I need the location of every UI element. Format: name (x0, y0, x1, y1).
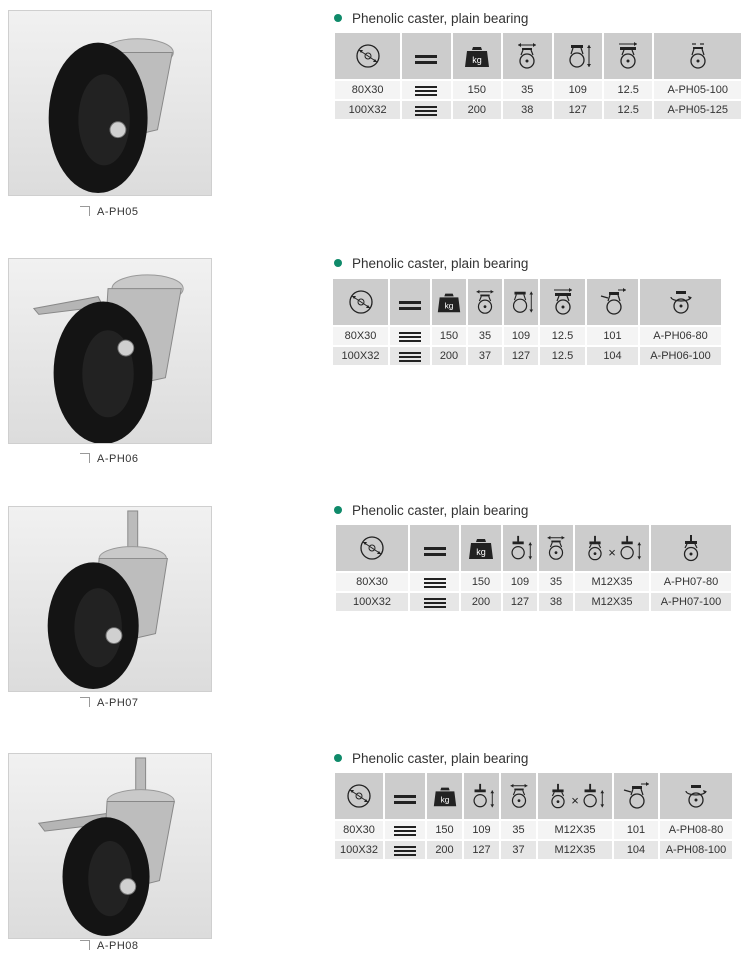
model-label-ph07: A-PH07 (80, 696, 139, 709)
icon-header-row (336, 525, 731, 571)
brake-icon (614, 773, 658, 819)
product-photo-ph06 (8, 258, 212, 444)
load-capacity-icon (432, 279, 466, 325)
stem-size-icon (538, 773, 612, 819)
equals-icon (385, 773, 425, 819)
table-row: 100X32 200 127 38 M12X35 A-PH07-100 (336, 593, 731, 611)
wheel-diameter-icon (336, 525, 408, 571)
model-code-icon (654, 33, 741, 79)
section-title-ph07: Phenolic caster, plain bearing (334, 503, 528, 518)
icon-header-row (335, 33, 741, 79)
equals-icon (390, 327, 430, 345)
section-title-ph08: Phenolic caster, plain bearing (334, 751, 528, 766)
swivel-icon (660, 773, 732, 819)
spec-table-ph08 (333, 771, 734, 861)
load-capacity-icon (461, 525, 501, 571)
spec-table-ph05 (333, 31, 743, 121)
total-height-icon (554, 33, 602, 79)
swivel-icon (640, 279, 721, 325)
svg-text:kg: kg (444, 300, 454, 311)
spec-table-ph07 (334, 523, 733, 613)
equals-icon (390, 347, 430, 365)
wheel-width-icon (539, 525, 573, 571)
svg-text:kg: kg (440, 794, 449, 805)
section-title-ph05: Phenolic caster, plain bearing (334, 11, 528, 26)
wheel-width-icon (501, 773, 536, 819)
corner-mark-icon (80, 453, 90, 463)
equals-icon (410, 593, 459, 611)
corner-mark-icon (80, 697, 90, 707)
equals-icon (385, 841, 425, 859)
bullet-dot-icon (334, 259, 342, 267)
svg-text:kg: kg (476, 547, 486, 557)
table-row: 80X30 150 109 35 M12X35 101 A-PH08-80 (335, 821, 732, 839)
load-capacity-icon (427, 773, 462, 819)
table-row: 100X32 200 37 127 12.5 104 A-PH06-100 (333, 347, 721, 365)
equals-icon (410, 573, 459, 591)
product-photo-ph07 (8, 506, 212, 692)
corner-mark-icon (80, 206, 90, 216)
bullet-dot-icon (334, 754, 342, 762)
table-row: 80X30 150 109 35 M12X35 A-PH07-80 (336, 573, 731, 591)
section-title-ph06: Phenolic caster, plain bearing (334, 256, 528, 271)
equals-icon (390, 279, 430, 325)
table-row: 100X32 200 38 127 12.5 A-PH05-125 (335, 101, 741, 119)
table-row: 80X30 150 35 109 12.5 101 A-PH06-80 (333, 327, 721, 345)
table-row: 80X30 150 35 109 12.5 A-PH05-100 (335, 81, 741, 99)
svg-text:×: × (571, 793, 579, 808)
model-label-ph05: A-PH05 (80, 205, 139, 218)
total-height-icon (464, 773, 499, 819)
model-code-icon (651, 525, 731, 571)
offset-icon (604, 33, 652, 79)
svg-text:kg: kg (472, 55, 482, 65)
bullet-dot-icon (334, 14, 342, 22)
wheel-width-icon (468, 279, 502, 325)
model-label-ph06: A-PH06 (80, 452, 139, 465)
load-capacity-icon (453, 33, 501, 79)
model-label-ph08: A-PH08 (80, 939, 139, 952)
total-height-icon (504, 279, 538, 325)
equals-icon (402, 81, 450, 99)
equals-icon (385, 821, 425, 839)
equals-icon (410, 525, 459, 571)
icon-header-row (333, 279, 721, 325)
product-photo-ph08 (8, 753, 212, 939)
offset-icon (540, 279, 585, 325)
total-height-icon (503, 525, 537, 571)
equals-icon (402, 33, 450, 79)
wheel-diameter-icon (335, 33, 400, 79)
icon-header-row (335, 773, 732, 819)
stem-size-icon (575, 525, 649, 571)
wheel-diameter-icon (333, 279, 388, 325)
wheel-width-icon (503, 33, 551, 79)
bullet-dot-icon (334, 506, 342, 514)
table-row: 100X32 200 127 37 M12X35 104 A-PH08-100 (335, 841, 732, 859)
equals-icon (402, 101, 450, 119)
svg-text:×: × (608, 545, 616, 560)
wheel-diameter-icon (335, 773, 383, 819)
product-photo-ph05 (8, 10, 212, 196)
spec-table-ph06 (331, 277, 723, 367)
corner-mark-icon (80, 940, 90, 950)
brake-icon (587, 279, 638, 325)
